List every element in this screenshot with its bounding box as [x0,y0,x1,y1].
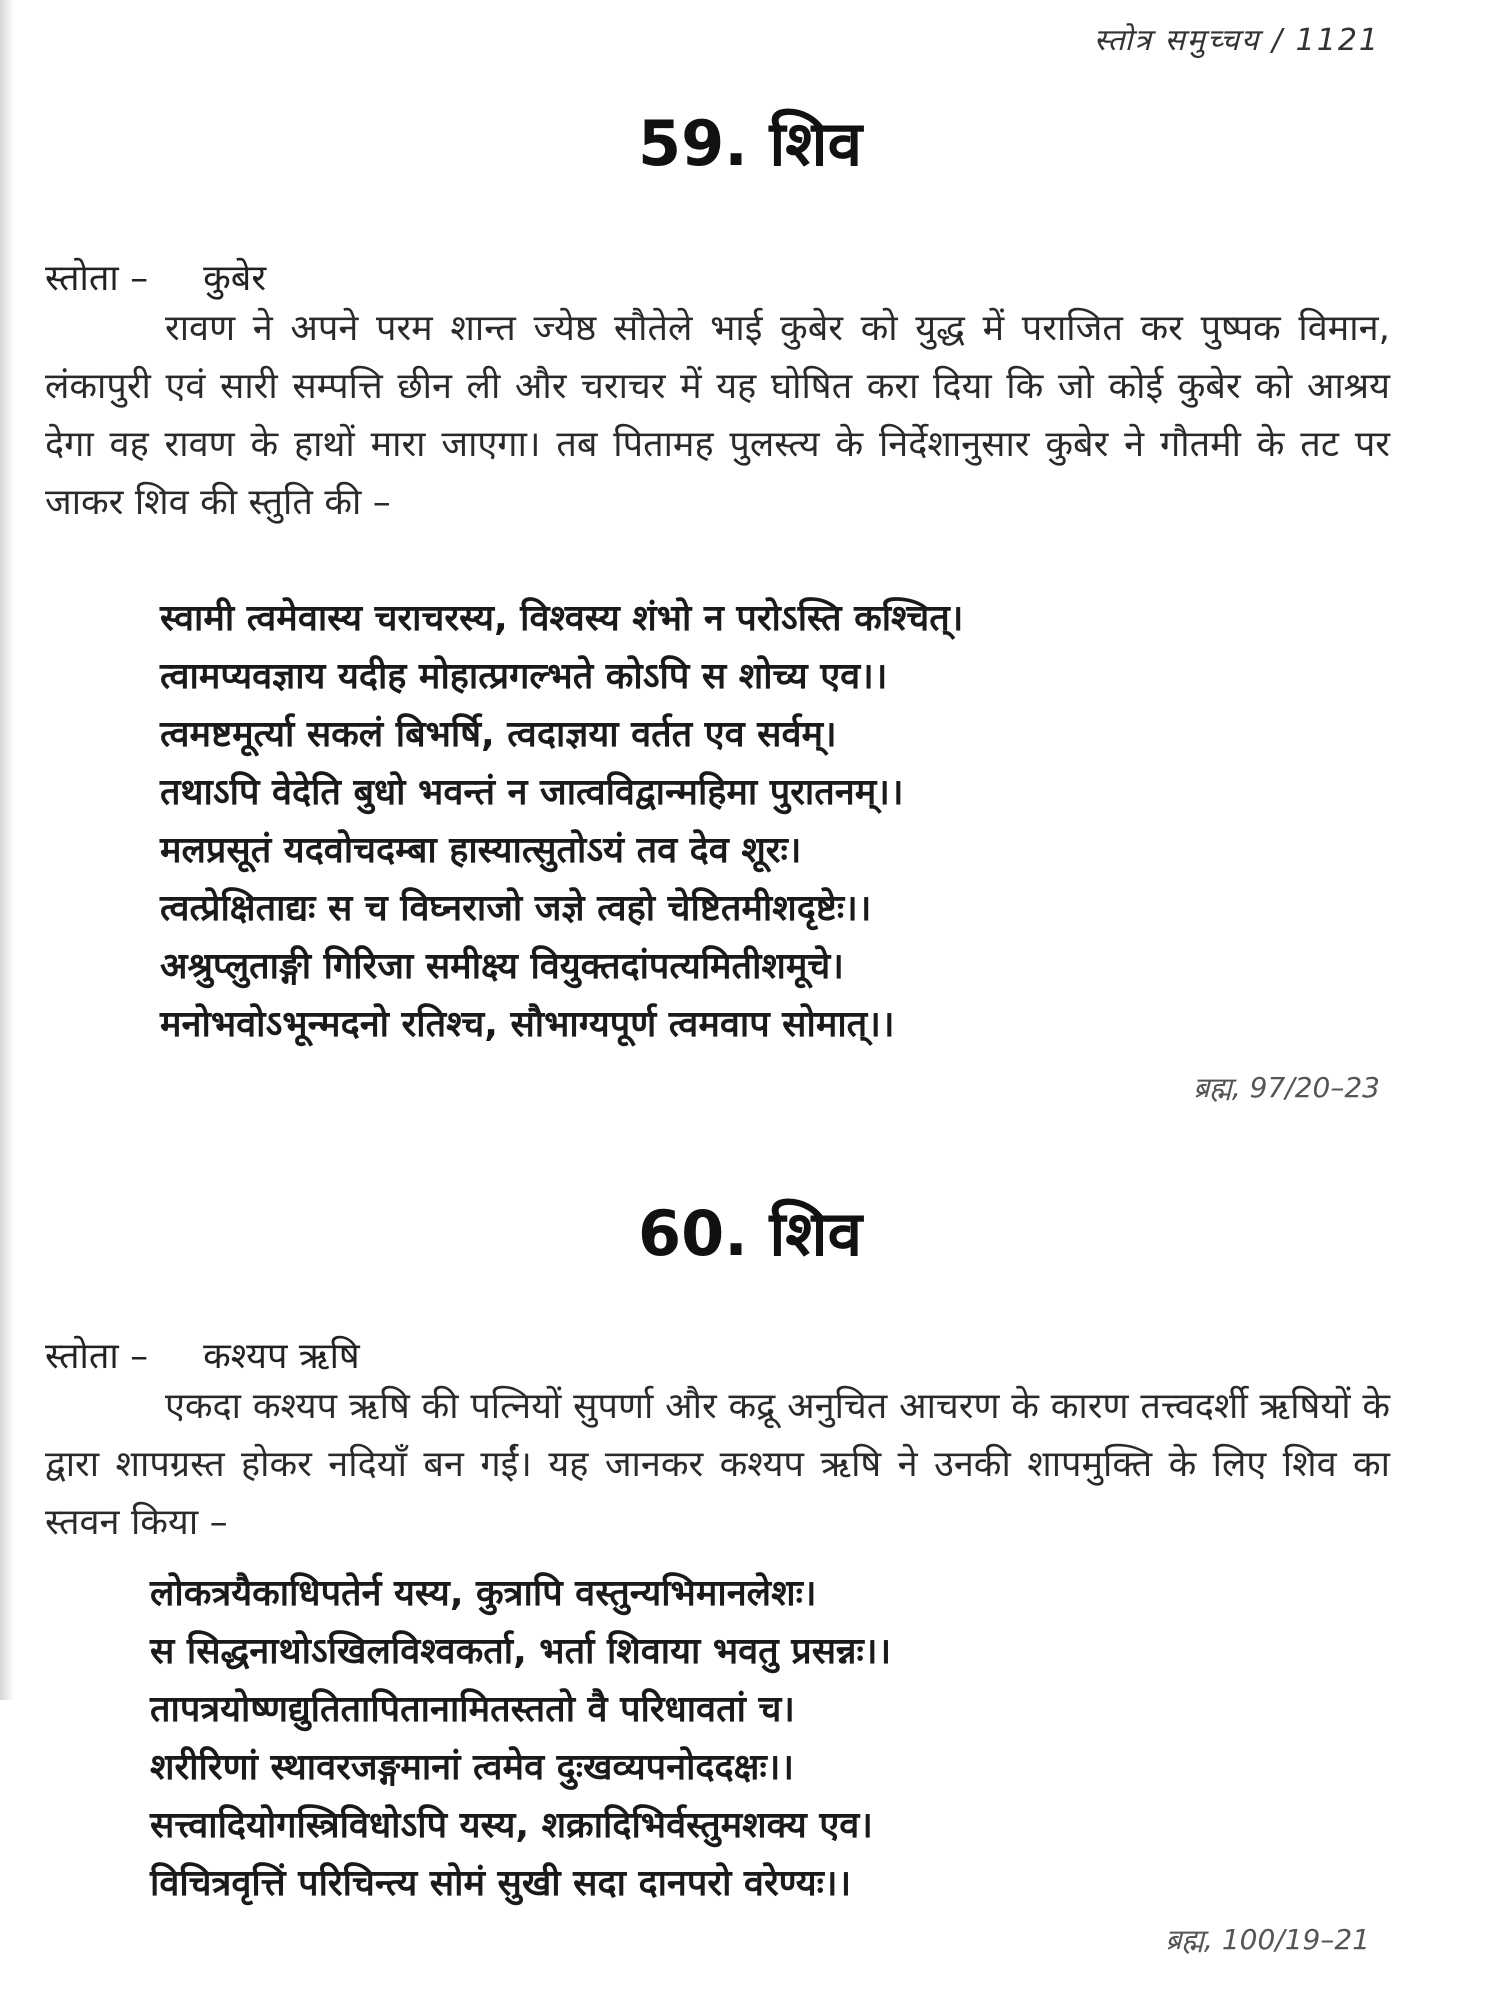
verse-line: विचित्रवृत्तिं परिचिन्त्य सोमं सुखी सदा दानपरो वरेण्यः।। [150,1863,852,1904]
verse-line: अश्रुप्लुताङ्गी गिरिजा समीक्ष्य वियुक्तदांपत्यमितीशमूचे। [160,946,844,987]
verse-line: मनोभवोऽभून्मदनो रतिश्च, सौभाग्यपूर्ण त्वमवाप सोमात्।। [160,1004,895,1045]
running-header: स्तोत्र समुच्चय / 1121 [1093,23,1380,58]
verse-line: शरीरिणां स्थावरजङ्गमानां त्वमेव दुःखव्यपनोददक्षः।। [150,1747,795,1788]
verse-line: त्वामप्यवज्ञाय यदीह मोहात्प्रगल्भते कोऽपि स शोच्य एव।। [160,656,888,697]
verse-block [160,590,1400,1054]
verse-line: स सिद्धनाथोऽखिलविश्वकर्ता, भर्ता शिवाया भवतु प्रसन्नः।। [150,1631,892,1672]
section-title-60: 60. शिव [637,1197,863,1270]
speaker-line [45,1330,360,1379]
verse-block [150,1565,1390,1913]
verse-line: मलप्रसूतं यदवोचदम्बा हास्यात्सुतोऽयं तव देव शूरः। [160,830,802,871]
verse-line: स्वामी त्वमेवास्य चराचरस्य, विश्वस्य शंभो न परोऽस्ति कश्चित्। [160,598,964,639]
scan-edge-shadow [0,0,14,1700]
speaker-label: स्तोता – [45,1336,149,1377]
speaker-name: कुबेर [203,258,267,299]
speaker-label: स्तोता – [45,258,149,299]
verse-line: लोकत्रयैकाधिपतेर्न यस्य, कुत्रापि वस्तुन्यभिमानलेशः। [150,1573,817,1614]
verse-line: त्वत्प्रेक्षिताद्यः स च विघ्नराजो जज्ञे त्वहो चेष्टितमीशदृष्टेः।। [160,888,872,929]
section-title-59: 59. शिव [637,107,863,180]
speaker-line [45,252,266,301]
source-reference: ब्रह्म, 97/20–23 [1193,1071,1380,1104]
verse-line: त्वमष्टमूर्त्या सकलं बिभर्षि, त्वदाज्ञया वर्तत एव सर्वम्। [160,714,837,755]
verse-line: तापत्रयोष्णद्युतितापितानामितस्ततो वै परिधावतां च। [150,1689,795,1730]
verse-line: सत्त्वादियोगस्त्रिविधोऽपि यस्य, शक्रादिभिर्वस्तुमशक्य एव। [150,1805,873,1846]
source-reference: ब्रह्म, 100/19–21 [1165,1923,1370,1956]
verse-line: तथाऽपि वेदेति बुधो भवन्तं न जात्वविद्वान्महिमा पुरातनम्।। [160,772,904,813]
speaker-name: कश्यप ऋषि [203,1336,360,1377]
narrative-paragraph: एकदा कश्यप ऋषि की पत्नियों सुपर्णा और कद्रू अनुचित आचरण के कारण तत्त्वदर्शी ऋषियों के द्वारा शापग्रस्त होकर नदियाँ बन गईं। यह जानकर कश्यप ऋषि ने उनकी शापमुक्ति के लिए शिव का स्तवन किया – [45,1386,1390,1543]
narrative-paragraph: रावण ने अपने परम शान्त ज्येष्ठ सौतेले भाई कुबेर को युद्ध में पराजित कर पुष्पक विमान, लंकापुरी एवं सारी सम्पत्ति छीन ली और चराचर में यह घोषित करा दिया कि जो कोई कुबेर को आश्रय देगा वह रावण के हाथों मारा जाएगा। तब पितामह पुलस्त्य के निर्देशानुसार कुबेर ने गौतमी के तट पर जाकर शिव की स्तुति की – [45,308,1390,523]
